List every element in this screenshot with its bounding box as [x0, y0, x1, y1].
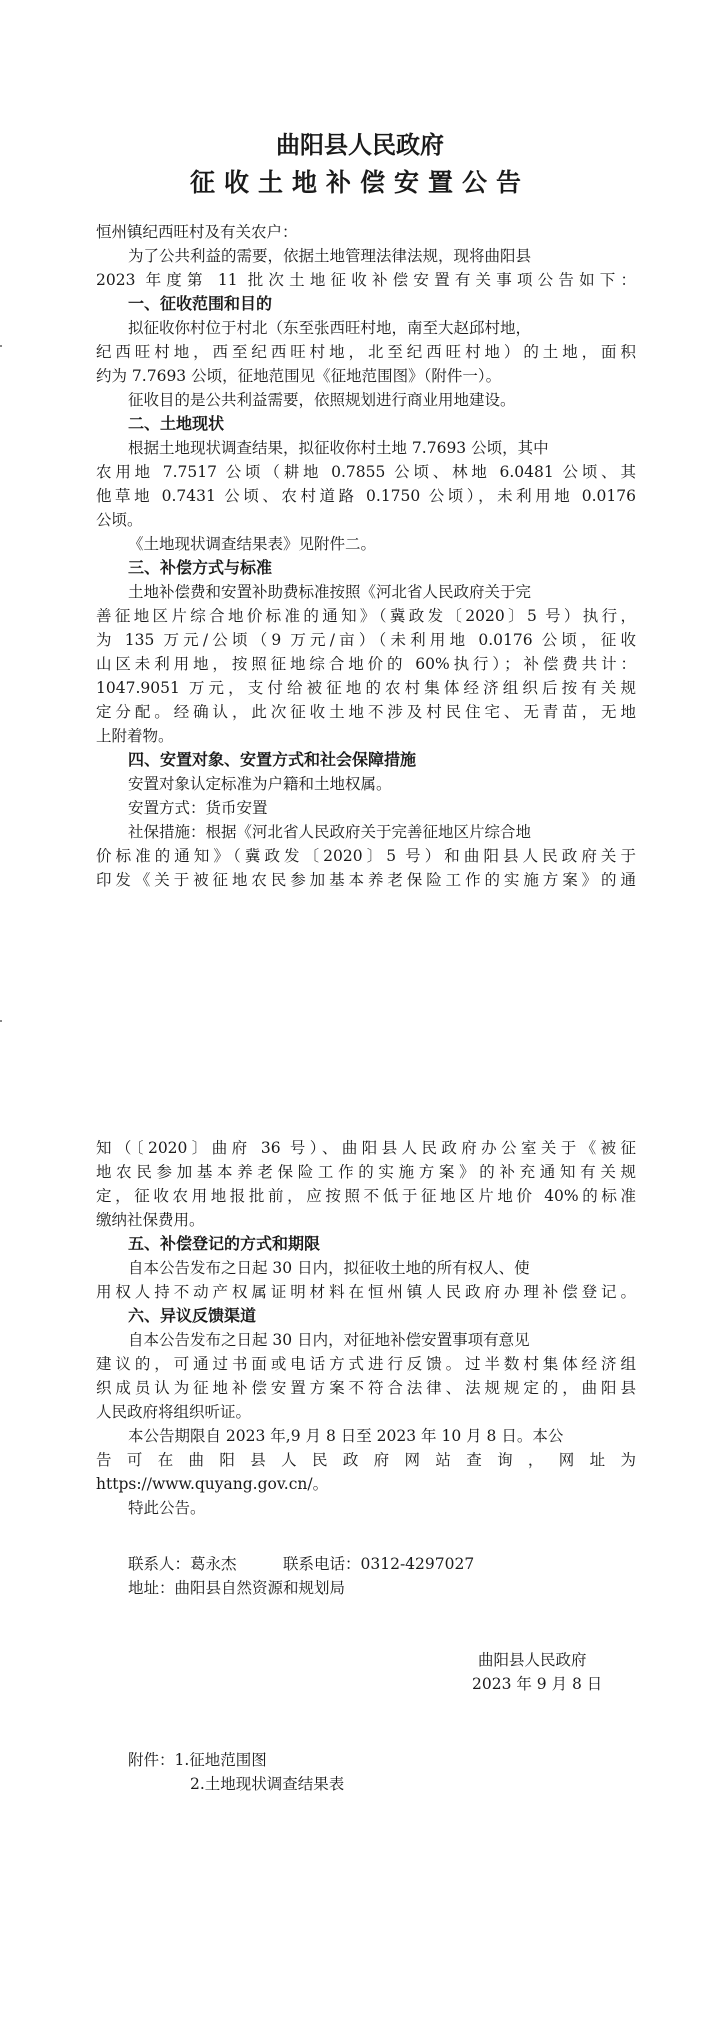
paragraph-line: 上附着物。 [96, 727, 174, 745]
paragraph-line: 约为 7.7693 公顷，征地范围见《征地范围图》（附件一）。 [96, 367, 502, 385]
paragraph-line: 2023 年度第 11 批次土地征收补偿安置有关事项公告如下： [96, 271, 636, 289]
section-heading: 五、补偿登记的方式和期限 [128, 1234, 321, 1253]
document-issuer-title: 曲阳县人民政府 [276, 131, 444, 159]
document-title: 征收土地补偿安置公告 [189, 168, 530, 197]
section-heading: 四、安置对象、安置方式和社会保障措施 [128, 750, 417, 769]
paragraph-line: 根据土地现状调查结果，拟征收你村土地 7.7693 公顷，其中 [128, 439, 549, 457]
website-url: https://www.quyang.gov.cn/。 [96, 1475, 329, 1493]
attachment-line: 2.土地现状调查结果表 [190, 1775, 345, 1793]
paragraph-line: 善征地区片综合地价标准的通知》（冀政发〔2020〕5 号）执行， [96, 607, 636, 625]
paragraph-line: 定，征收农用地报批前，应按照不低于征地区片地价 40%的标准 [96, 1187, 636, 1205]
paragraph-line: 山区未利用地，按照征地综合地价的 60%执行）；补偿费共计： [96, 655, 636, 673]
section-heading: 三、补偿方式与标准 [128, 558, 273, 577]
paragraph-line: 农用地 7.7517 公顷（耕地 0.7855 公顷、林地 6.0481 公顷、其 [96, 463, 636, 481]
paragraph-line: 用权人持不动产权属证明材料在恒州镇人民政府办理补偿登记。 [96, 1283, 636, 1301]
paragraph-line: 知（〔2020〕曲府 36 号）、曲阳县人民政府办公室关于《被征 [96, 1139, 636, 1157]
signature-issuer: 曲阳县人民政府 [478, 1651, 587, 1669]
address-line: 地址：曲阳县自然资源和规划局 [128, 1579, 346, 1597]
paragraph-line: 价标准的通知》（冀政发〔2020〕5 号）和曲阳县人民政府关于 [96, 847, 636, 865]
attachment-line: 附件：1.征地范围图 [128, 1751, 267, 1769]
paragraph-line: 人民政府将组织听证。 [96, 1403, 252, 1421]
paragraph-line: 《土地现状调查结果表》见附件二。 [128, 535, 377, 553]
paragraph-line: 织成员认为征地补偿安置方案不符合法律、法规规定的，曲阳县 [96, 1379, 636, 1397]
contact-line: 联系人：葛永杰 联系电话：0312-4297027 [128, 1555, 475, 1573]
paragraph-line: 公顷。 [96, 511, 143, 529]
paragraph-line: 自本公告发布之日起 30 日内，对征地补偿安置事项有意见 [128, 1331, 530, 1349]
section-heading: 一、征收范围和目的 [128, 294, 273, 313]
paragraph-line: 安置方式：货币安置 [128, 799, 268, 817]
paragraph-line: 建议的，可通过书面或电话方式进行反馈。过半数村集体经济组 [96, 1355, 636, 1373]
paragraph-line: 特此公告。 [128, 1499, 206, 1517]
paragraph-line: 本公告期限自 2023 年,9 月 8 日至 2023 年 10 月 8 日。本公 [128, 1427, 564, 1445]
margin-mark [0, 345, 2, 347]
paragraph-line: 社保措施：根据《河北省人民政府关于完善征地区片综合地 [128, 823, 532, 841]
paragraph-line: 土地补偿费和安置补助费标准按照《河北省人民政府关于完 [128, 583, 532, 601]
section-heading: 六、异议反馈渠道 [128, 1306, 257, 1325]
paragraph-line: 征收目的是公共利益需要，依照规划进行商业用地建设。 [128, 391, 516, 409]
paragraph-line: 缴纳社保费用。 [96, 1211, 205, 1229]
paragraph-line: 为了公共利益的需要，依据土地管理法律法规，现将曲阳县 [128, 247, 532, 265]
paragraph-line: 1047.9051 万元，支付给被征地的农村集体经济组织后按有关规 [96, 679, 636, 697]
margin-mark [0, 1020, 2, 1022]
paragraph-line: 纪西旺村地，西至纪西旺村地，北至纪西旺村地）的土地，面积 [96, 343, 636, 361]
paragraph-line: 印发《关于被征地农民参加基本养老保险工作的实施方案》的通 [96, 871, 636, 889]
paragraph-line: 自本公告发布之日起 30 日内，拟征收土地的所有权人、使 [128, 1259, 530, 1277]
paragraph-line: 地农民参加基本养老保险工作的实施方案》的补充通知有关规 [96, 1163, 636, 1181]
section-heading: 二、土地现状 [128, 414, 225, 433]
paragraph-line: 告可在曲阳县人民政府网站查询，网址为 [96, 1451, 636, 1469]
paragraph-line: 为 135 万元/公顷（9 万元/亩）（未利用地 0.0176 公顷，征收 [96, 631, 636, 649]
paragraph-line: 安置对象认定标准为户籍和土地权属。 [128, 775, 392, 793]
paragraph-line: 拟征收你村位于村北（东至张西旺村地，南至大赵邱村地， [128, 319, 532, 337]
addressee: 恒州镇纪西旺村及有关农户： [96, 223, 298, 241]
paragraph-line: 定分配。经确认，此次征收土地不涉及村民住宅、无青苗，无地 [96, 703, 636, 721]
paragraph-line: 他草地 0.7431 公顷、农村道路 0.1750 公顷），未利用地 0.0176 [96, 487, 636, 505]
signature-date: 2023 年 9 月 8 日 [472, 1675, 603, 1693]
